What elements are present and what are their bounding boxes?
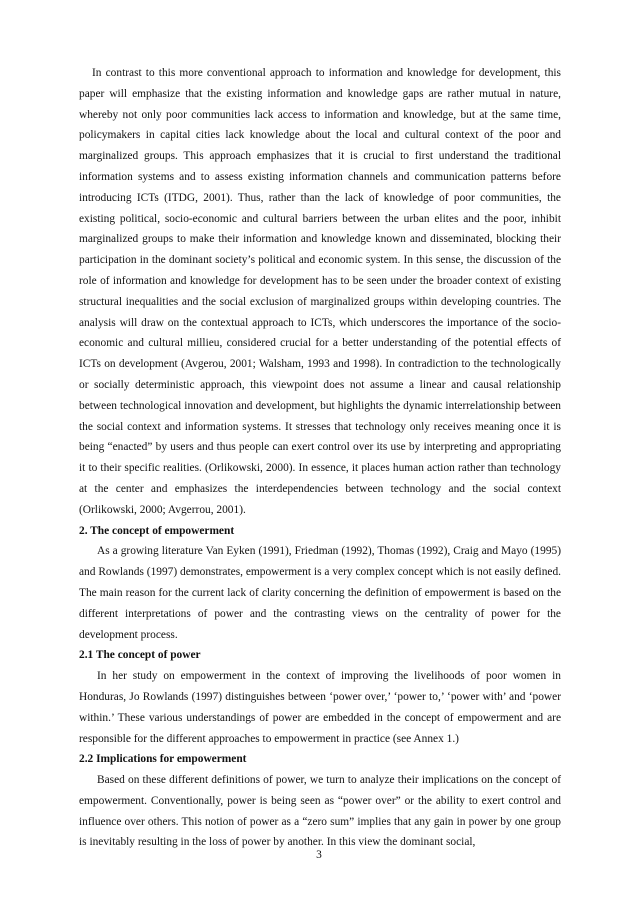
section-heading-implications: 2.2 Implications for empowerment [79, 753, 247, 766]
page-content [79, 63, 561, 853]
section-heading-power: 2.1 The concept of power [79, 649, 201, 662]
intro-paragraph: In contrast to this more conventional approach to information and knowledge for development, this paper will emphasize that the existing information and knowledge gaps are rather mutual in nature, whereby not only poor communities lack access to information and knowledge, but at the same time, policymakers in capital cities lack knowledge about the local and cultural context of the poor and marginalized groups. This approach emphasizes that it is crucial to first understand the traditional information systems and to assess existing information channels and communication patterns before introducing ICTs (ITDG, 2001). Thus, rather than the lack of knowledge of poor communities, the existing political, socio-economic and cultural barriers between the urban elites and the poor, inhibit marginalized groups to make their information and knowledge known and disseminated, blocking their participation in the dominant society’s political and economic system. In this sense, the discussion of the role of information and knowledge for development has to be seen under the broader context of existing structural inequalities and the social exclusion of marginalized groups within developing countries. The analysis will draw on the contextual approach to ICTs, which underscores the importance of the socio-economic and cultural millieu, considered crucial for a better understanding of the potential effects of ICTs on development (Avgerou, 2001; Walsham, 1993 and 1998). In contradiction to the technologically or socially deterministic approach, this viewpoint does not assume a linear and causal relationship between technological innovation and development, but highlights the dynamic interrelationship between the social context and information systems. It stresses that technology only receives meaning once it is being “enacted” by users and thus people can exert control over its use by interpreting and appropriating it to their specific realities. (Orlikowski, 2000). In essence, it places human action rather than technology at the center and emphasizes the interdependencies between technology and the social context (Orlikowski, 2000; Avgerrou, 2001). [79, 67, 561, 516]
power-paragraph: In her study on empowerment in the context of improving the livelihoods of poor women in Honduras, Jo Rowlands (1997) distinguishes between ‘power over,’ ‘power to,’ ‘power with’ and ‘power within.’ These various understandings of power are embedded in the concept of empowerment and are responsible for the different approaches to empowerment in practice (see Annex 1.) [79, 670, 561, 745]
page-number: 3 [316, 849, 322, 861]
implications-paragraph: Based on these different definitions of power, we turn to analyze their implications on the concept of empowerment. Conventionally, power is being seen as “power over” or the ability to exert control and influence over others. This notion of power as a “zero sum” implies that any gain in power by one group is inevitably resulting in the loss of power by another. In this view the dominant social, [79, 774, 561, 849]
section-heading-empowerment: 2. The concept of empowerment [79, 524, 235, 537]
empowerment-paragraph: As a growing literature Van Eyken (1991), Friedman (1992), Thomas (1992), Craig and Mayo (1995) and Rowlands (1997) demonstrates, empowerment is a very complex concept which is not easily defined. The main reason for the current lack of clarity concerning the definition of empowerment is based on the different interpretations of power and the contrasting views on the centrality of power for the development process. [79, 545, 561, 641]
